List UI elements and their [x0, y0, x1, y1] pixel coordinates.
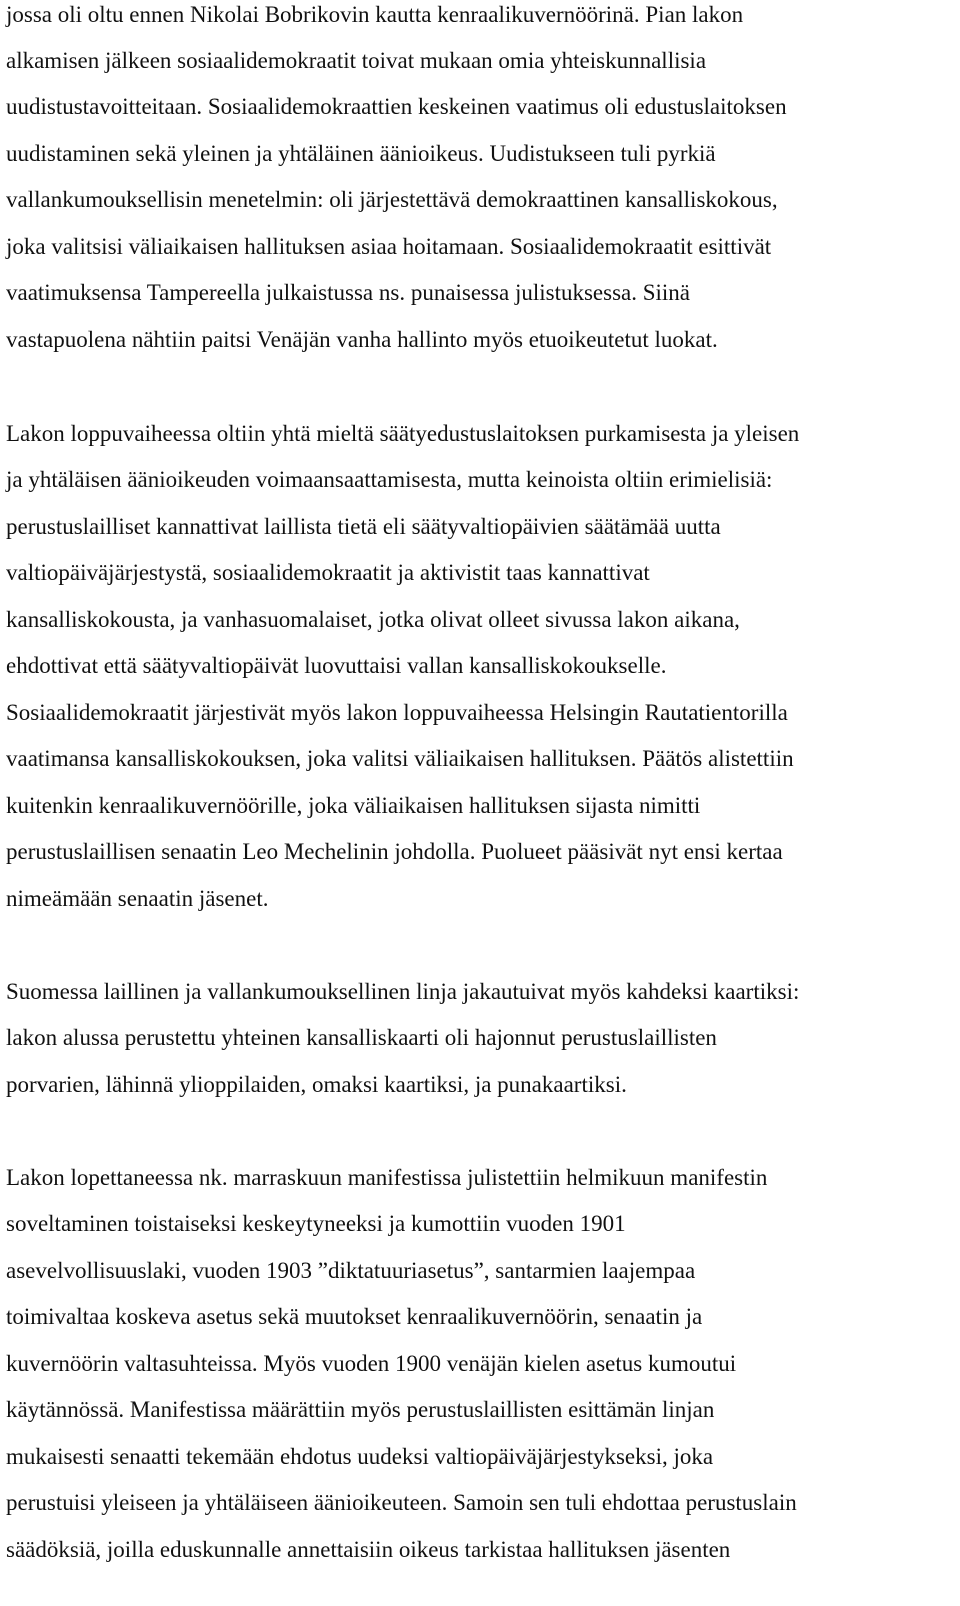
text-line: perustuisi yleiseen ja yhtäläiseen äänioikeuteen. Samoin sen tuli ehdottaa perustuslain [6, 1490, 797, 1515]
text-line: kuitenkin kenraalikuvernöörille, joka väliaikaisen hallituksen sijasta nimitti [6, 793, 701, 818]
text-line: Suomessa laillinen ja vallankumouksellinen linja jakautuivat myös kahdeksi kaartiksi: [6, 979, 800, 1004]
text-line: porvarien, lähinnä ylioppilaiden, omaksi kaartiksi, ja punakaartiksi. [6, 1072, 627, 1097]
text-line: alkamisen jälkeen sosiaalidemokraatit toivat mukaan omia yhteiskunnallisia [6, 48, 707, 73]
text-line: kansalliskokousta, ja vanhasuomalaiset, jotka olivat olleet sivussa lakon aikana, [6, 607, 740, 632]
text-line: asevelvollisuuslaki, vuoden 1903 ”diktatuuriasetus”, santarmien laajempaa [6, 1258, 696, 1283]
text-line: kuvernöörin valtasuhteissa. Myös vuoden 1900 venäjän kielen asetus kumoutui [6, 1351, 737, 1376]
text-line: vaatimuksensa Tampereella julkaistussa ns. punaisessa julistuksessa. Siinä [6, 280, 691, 305]
text-line: Lakon loppuvaiheessa oltiin yhtä mieltä säätyedustuslaitoksen purkamisesta ja yleisen [6, 421, 800, 446]
text-line: perustuslaillisen senaatin Leo Mechelinin johdolla. Puolueet pääsivät nyt ensi kertaa [6, 839, 783, 864]
text-line: uudistaminen sekä yleinen ja yhtäläinen äänioikeus. Uudistukseen tuli pyrkiä [6, 141, 716, 166]
text-line: soveltaminen toistaiseksi keskeytyneeksi ja kumottiin vuoden 1901 [6, 1211, 626, 1236]
text-line: ja yhtäläisen äänioikeuden voimaansaattamisesta, mutta keinoista oltiin erimielisiä: [6, 467, 773, 492]
text-line: ehdottivat että säätyvaltiopäivät luovuttaisi vallan kansalliskokoukselle. [6, 653, 667, 678]
text-line: jossa oli oltu ennen Nikolai Bobrikovin kautta kenraalikuvernöörinä. Pian lakon [6, 2, 744, 27]
text-line: valtiopäiväjärjestystä, sosiaalidemokraatit ja aktivistit taas kannattivat [6, 560, 650, 585]
text-line: vallankumouksellisin menetelmin: oli järjestettävä demokraattinen kansalliskokous, [6, 187, 778, 212]
text-line: vastapuolena nähtiin paitsi Venäjän vanha hallinto myös etuoikeutetut luokat. [6, 327, 718, 352]
text-line: joka valitsisi väliaikaisen hallituksen asiaa hoitamaan. Sosiaalidemokraatit esittivät [6, 234, 772, 259]
text-line: Lakon lopettaneessa nk. marraskuun manifestissa julistettiin helmikuun manifestin [6, 1165, 768, 1190]
text-line: nimeämään senaatin jäsenet. [6, 886, 269, 911]
text-line: toimivaltaa koskeva asetus sekä muutokset kenraalikuvernöörin, senaatin ja [6, 1304, 703, 1329]
text-line: käytännössä. Manifestissa määrättiin myös perustuslaillisten esittämän linjan [6, 1397, 715, 1422]
text-line: lakon alussa perustettu yhteinen kansalliskaarti oli hajonnut perustuslaillisten [6, 1025, 717, 1050]
text-line: säädöksiä, joilla eduskunnalle annettaisiin oikeus tarkistaa hallituksen jäsenten [6, 1537, 731, 1562]
text-line: Sosiaalidemokraatit järjestivät myös lakon loppuvaiheessa Helsingin Rautatientorilla [6, 700, 788, 725]
text-line: mukaisesti senaatti tekemään ehdotus uudeksi valtiopäiväjärjestykseksi, joka [6, 1444, 714, 1469]
text-line: uudistustavoitteitaan. Sosiaalidemokraattien keskeinen vaatimus oli edustuslaitoksen [6, 94, 787, 119]
text-line: perustuslailliset kannattivat laillista tietä eli säätyvaltiopäivien säätämää uutta [6, 514, 721, 539]
text-line: vaatimansa kansalliskokouksen, joka valitsi väliaikaisen hallituksen. Päätös alistettiin [6, 746, 794, 771]
